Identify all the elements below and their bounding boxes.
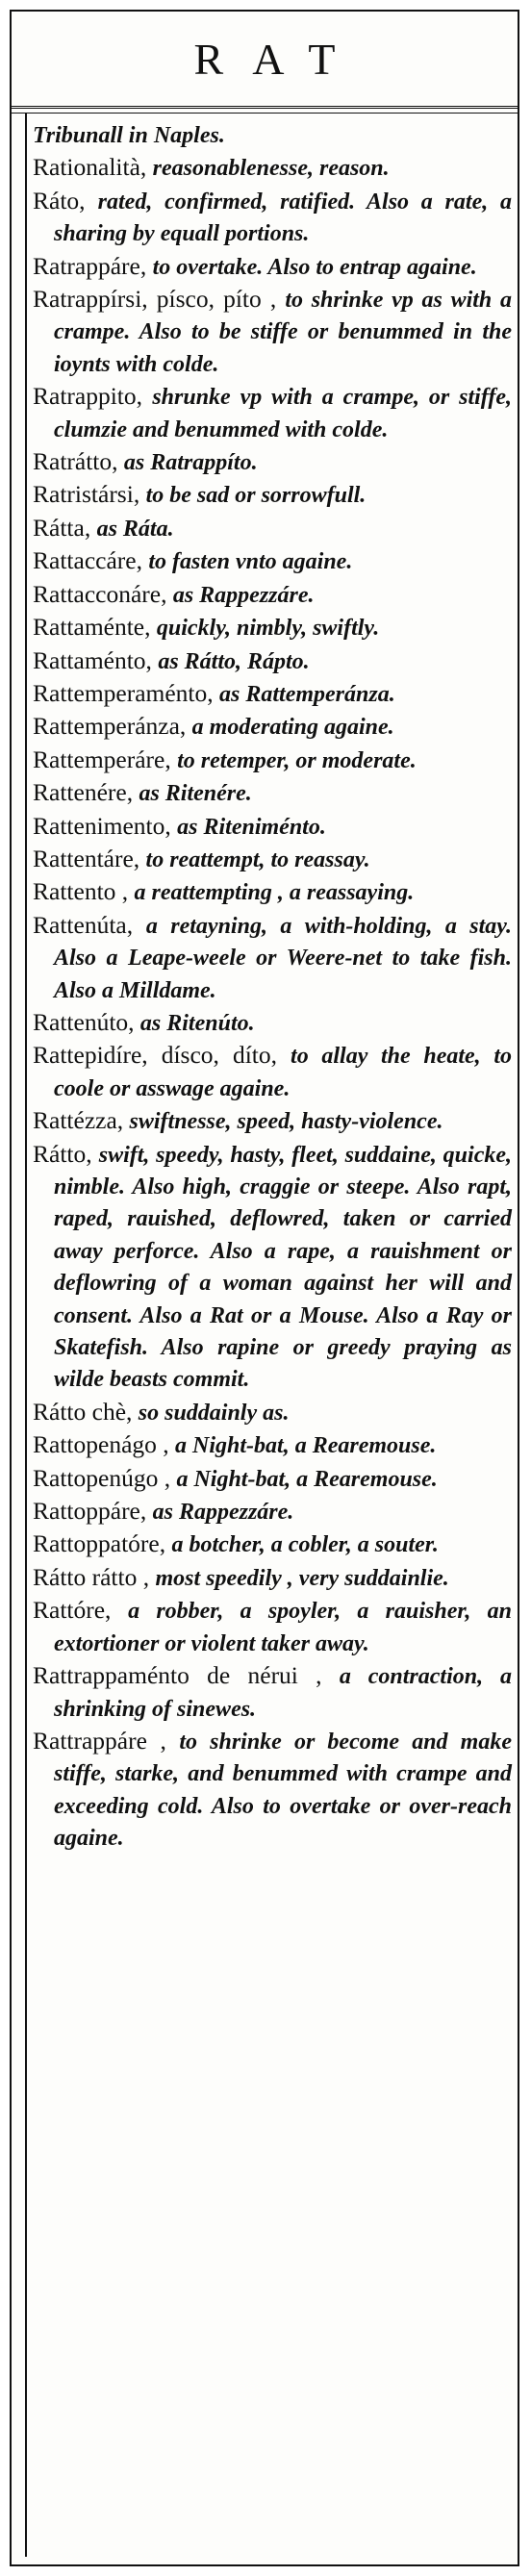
entry-definition: to shrinke or become and make stiffe, starke, and benummed with crampe and exceeding cold. Also to overtake or over-reach againe.: [54, 1729, 512, 1852]
dictionary-entry: [33, 1726, 512, 1855]
entry-headword: Rattemperánza,: [33, 712, 192, 741]
dictionary-entry: [33, 678, 512, 710]
entry-definition: to reattempt, to reassay.: [145, 846, 370, 872]
dictionary-entry: [33, 1463, 512, 1495]
entry-headword: Rationalità,: [33, 153, 153, 182]
entry-headword: Ratristársi,: [33, 480, 146, 509]
dictionary-entry: [33, 152, 512, 184]
entry-headword: Rattento ,: [33, 877, 135, 906]
dictionary-entry: [33, 1660, 512, 1725]
entry-headword: Ráto,: [33, 186, 98, 215]
entry-headword: Rattemperaménto,: [33, 678, 220, 707]
entry-definition: to retemper, or moderate.: [177, 747, 417, 773]
entry-definition: most speedily , very suddainlie.: [155, 1565, 449, 1591]
dictionary-entry: [33, 1595, 512, 1659]
entry-definition: to shrinke vp as with a crampe. Also to be stiffe or benummed in the ioynts with colde.: [54, 288, 512, 377]
entry-headword: Ratrappírsi, písco, píto ,: [33, 285, 286, 314]
entry-definition: swiftnesse, speed, hasty-violence.: [129, 1109, 443, 1135]
entry-definition: shrunke vp with a crampe, or stiffe, clumzie and benummed with colde.: [54, 385, 513, 442]
entry-definition: a Night-bat, a Rearemouse.: [176, 1466, 438, 1492]
entry-definition: to fasten vnto againe.: [148, 549, 353, 575]
dictionary-entry: [33, 1007, 512, 1039]
entry-headword: Rattaménte,: [33, 613, 157, 642]
dictionary-entry: [33, 119, 512, 151]
entry-definition: as Rattemperánza.: [219, 681, 395, 707]
entry-definition: rated, confirmed, ratified. Also a rate, a sharing by equall portions.: [54, 189, 512, 247]
dictionary-entry: [33, 381, 512, 445]
entry-headword: Rattacconáre,: [33, 579, 173, 608]
dictionary-entry: [33, 711, 512, 743]
entry-headword: Rattenúto,: [33, 1007, 140, 1036]
dictionary-entry: [33, 1139, 512, 1396]
entry-definition: a reattempting , a reassaying.: [134, 880, 415, 906]
entry-headword: Rattopenúgo ,: [33, 1463, 177, 1492]
entry-column: [25, 114, 512, 2557]
entry-definition: quickly, nimbly, swiftly.: [156, 616, 380, 642]
entry-headword: Ratrappáre,: [33, 251, 153, 280]
dictionary-entry: [33, 1429, 512, 1461]
entry-headword: Rattoppáre,: [33, 1497, 153, 1526]
entry-definition: as Ritenúto.: [139, 1010, 255, 1036]
entry-headword: Rattenimento,: [33, 811, 178, 840]
entry-definition: so suddainly as.: [138, 1400, 290, 1426]
entry-definition: as Rappezzáre.: [172, 582, 315, 608]
entry-headword: Rattaménto,: [33, 645, 159, 674]
dictionary-entry: [33, 1397, 512, 1428]
entry-headword: Rattrappaménto de nérui ,: [33, 1661, 340, 1690]
entry-headword: Rattóre,: [33, 1596, 129, 1625]
entry-headword: Ratrátto,: [33, 447, 124, 476]
dictionary-entry: [33, 844, 512, 875]
entry-headword: Rattopenágo ,: [33, 1430, 176, 1459]
entry-headword: Rattaccáre,: [33, 546, 149, 575]
dictionary-entry: [33, 876, 512, 908]
entry-definition: a botcher, a cobler, a souter.: [171, 1532, 439, 1558]
entry-definition: a robber, a spoyler, a rauisher, an extortioner or violent taker away.: [54, 1599, 512, 1656]
dictionary-entry: [33, 1040, 512, 1104]
dictionary-entry: [33, 513, 512, 544]
entry-headword: Ratrappito,: [33, 382, 153, 411]
dictionary-entry: [33, 579, 512, 611]
dictionary-entry: [33, 251, 512, 283]
entry-headword: Rattoppatóre,: [33, 1529, 172, 1558]
dictionary-entry: [33, 910, 512, 1006]
entry-headword: Rátto,: [33, 1139, 99, 1168]
dictionary-entry: [33, 777, 512, 809]
entry-headword: Rattemperáre,: [33, 745, 178, 773]
dictionary-entry: [33, 1496, 512, 1528]
entry-headword: Rattézza,: [33, 1106, 130, 1135]
entry-definition: to overtake. Also to entrap againe.: [152, 254, 477, 280]
dictionary-entry: [33, 1528, 512, 1560]
dictionary-entry: [33, 612, 512, 644]
entry-headword: Rattepidíre, dísco, díto,: [33, 1041, 291, 1070]
dictionary-entry: [33, 545, 512, 577]
entry-definition: a Night-bat, a Rearemouse.: [175, 1433, 437, 1459]
entry-definition: a retayning, a with-holding, a stay. Also a Leape-weele or Weere-net to take fish. Also a Milldame.: [54, 913, 513, 1003]
dictionary-entry: [33, 1562, 512, 1594]
entry-definition: as Rátto, Rápto.: [158, 648, 310, 674]
entry-definition: a moderating againe.: [191, 715, 394, 741]
page-header: [12, 12, 518, 109]
entry-definition: Tribunall in Naples.: [33, 123, 225, 148]
entry-headword: Rattenúta,: [33, 910, 146, 939]
entry-definition: reasonablenesse, reason.: [152, 156, 390, 182]
dictionary-page: [10, 10, 519, 2566]
entry-definition: to allay the heate, to coole or asswage againe.: [54, 1044, 512, 1101]
dictionary-entry: [33, 284, 512, 380]
entry-headword: Rattentáre,: [33, 844, 146, 872]
entry-definition: to be sad or sorrowfull.: [145, 483, 367, 509]
entry-headword: Rátto chè,: [33, 1397, 139, 1426]
dictionary-entry: [33, 645, 512, 677]
dictionary-entry: [33, 745, 512, 776]
entry-headword: Rattrappáre ,: [33, 1726, 180, 1755]
entry-definition: swift, speedy, hasty, fleet, suddaine, quicke, nimble. Also high, craggie or steepe. Also rapt, raped, rauished, deflowred, taken or carried away perforce. Also a rape, a rauishment or deflowring of a woman against her will and consent. Also a Rat or a Mouse. Also a Ray or Skatefish. Also rapine or greedy praying as wilde beasts commit.: [54, 1142, 512, 1393]
dictionary-entry: [33, 186, 512, 250]
dictionary-entry: [33, 811, 512, 843]
entry-headword: Rattenére,: [33, 778, 139, 807]
entry-headword: Rátta,: [33, 513, 97, 542]
dictionary-entry: [33, 479, 512, 511]
entry-definition: as Ráta.: [96, 516, 174, 542]
dictionary-entry: [33, 446, 512, 478]
page-title: RAT: [193, 34, 365, 84]
entry-definition: as Ritenére.: [139, 781, 252, 807]
entry-definition: as Ratrappíto.: [123, 450, 258, 476]
entry-definition: a contraction, a shrinking of sinewes.: [54, 1664, 513, 1722]
dictionary-entry: [33, 1105, 512, 1137]
entry-definition: as Riteniménto.: [177, 814, 326, 840]
entry-headword: Rátto rátto ,: [33, 1562, 156, 1591]
entry-definition: as Rappezzáre.: [152, 1500, 294, 1526]
